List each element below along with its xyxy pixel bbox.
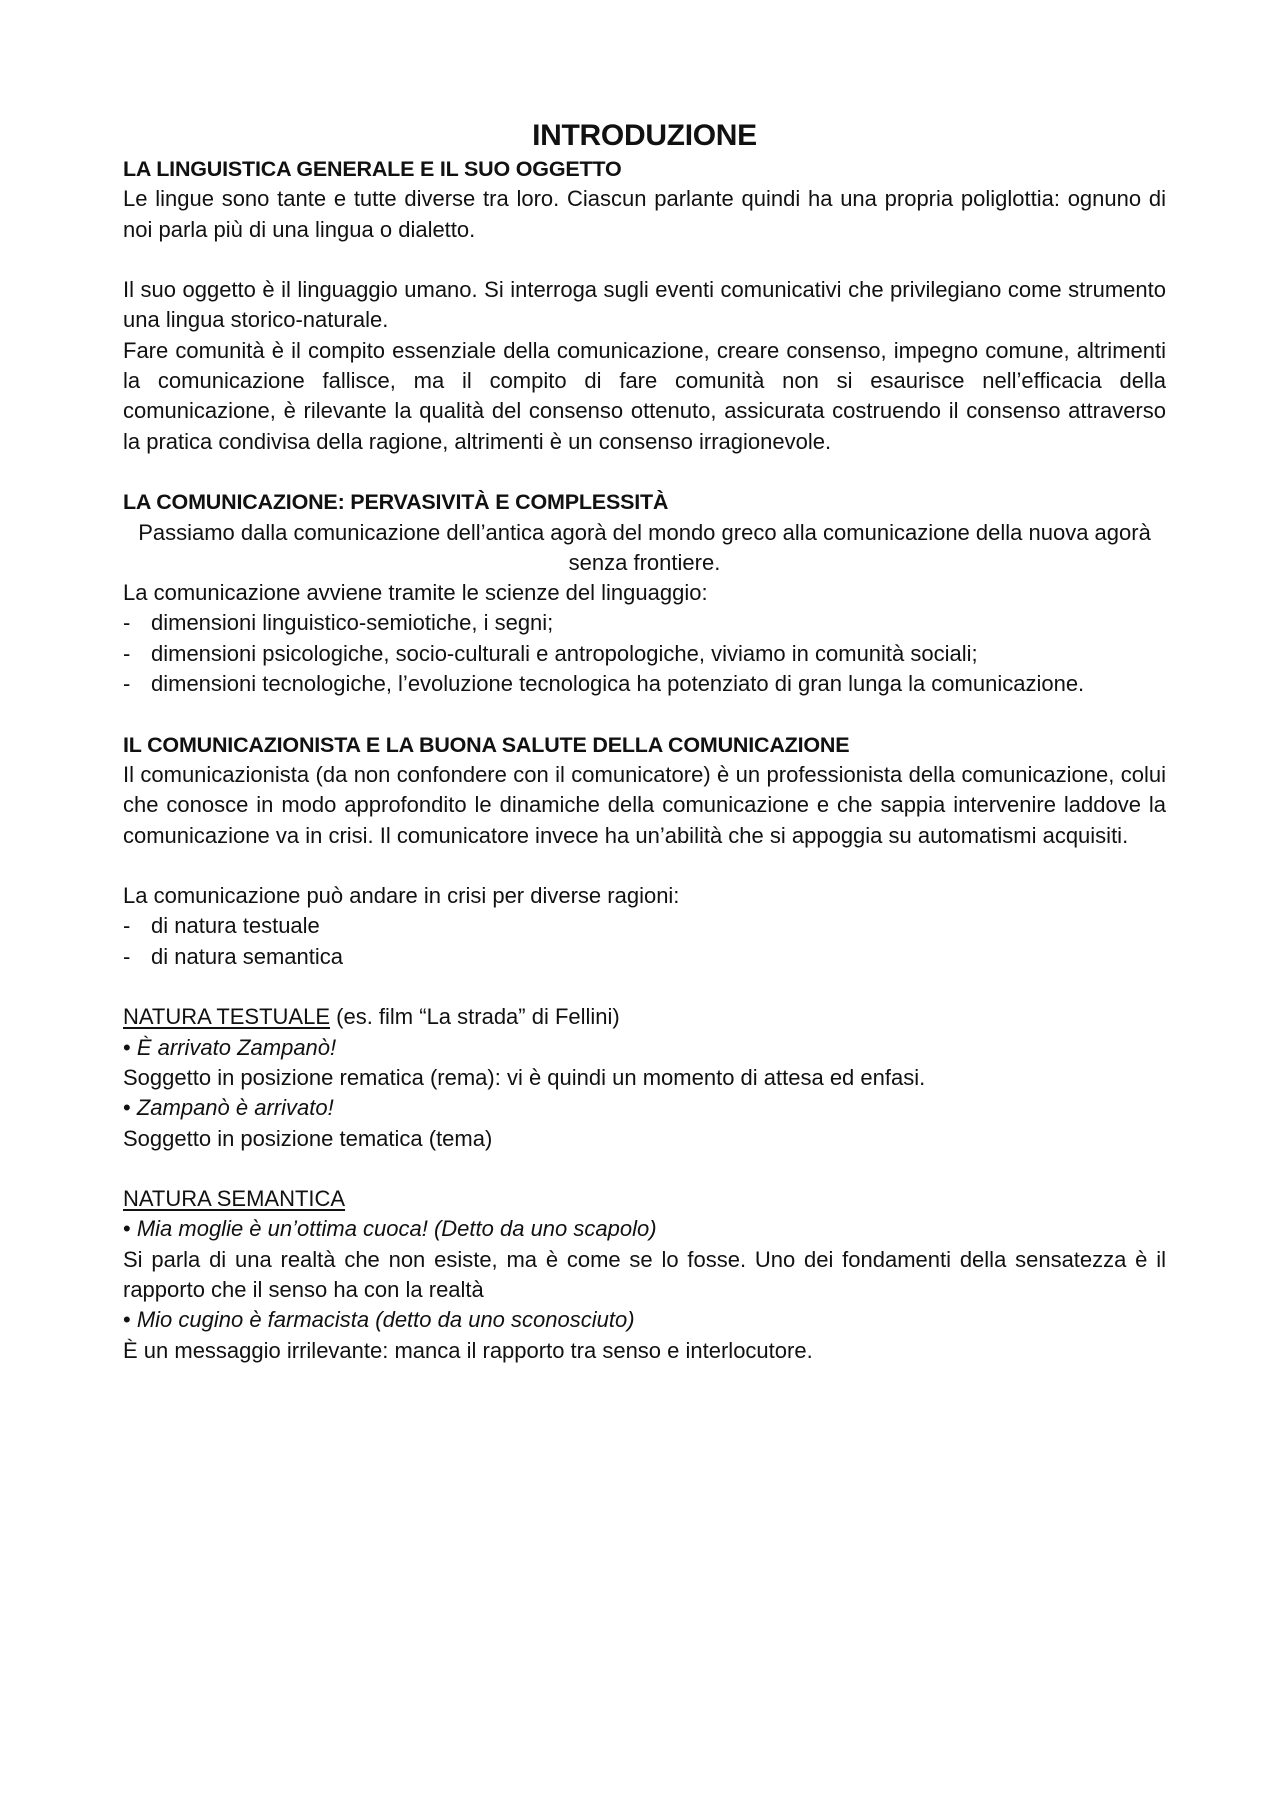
example [123, 1093, 1166, 1123]
subsection-label-semantica [123, 1184, 1166, 1214]
page-title: INTRODUZIONE [532, 119, 757, 152]
list-item-text: dimensioni psicologiche, socio-culturali e antropologiche, viviamo in comunità sociali; [151, 640, 978, 666]
dash-marker: - [123, 610, 131, 636]
example-text: Mio cugino è farmacista (detto da uno sconosciuto) [136, 1307, 635, 1333]
example [123, 1305, 1166, 1335]
dash-marker: - [123, 640, 131, 666]
paragraph: Il comunicazionista (da non confondere con il comunicatore) è un professionista della comunicazione, colui che conosce in modo approfondito le dinamiche della comunicazione e che sappia intervenire laddove la comunicazione va in crisi. Il comunicatore invece ha un’abilità che si appoggia su automatismi acquisiti. [123, 761, 1166, 848]
example [123, 1214, 1166, 1244]
list-item [123, 669, 1166, 699]
paragraph: Il suo oggetto è il linguaggio umano. Si interroga sugli eventi comunicativi che privilegiano come strumento una lingua storico-naturale. [123, 277, 1166, 333]
document-page [123, 118, 1166, 1366]
dash-marker: - [123, 913, 131, 939]
bullet-marker: • [123, 1095, 131, 1121]
list-item-text: di natura semantica [151, 943, 343, 969]
section-heading-linguistica: LA LINGUISTICA GENERALE E IL SUO OGGETTO [123, 157, 622, 181]
dash-marker: - [123, 671, 131, 697]
list-item-text: dimensioni linguistico-semiotiche, i segni; [151, 610, 554, 636]
example-note: Soggetto in posizione rematica (rema): vi è quindi un momento di attesa ed enfasi. [123, 1064, 926, 1090]
example-text: Zampanò è arrivato! [136, 1095, 334, 1121]
list-item [123, 639, 1166, 669]
underlined-label: NATURA TESTUALE [123, 1004, 331, 1030]
paragraph: La comunicazione avviene tramite le scienze del linguaggio: [123, 580, 708, 606]
bullet-marker: • [123, 1034, 131, 1060]
example [123, 1033, 1166, 1063]
list-item [123, 942, 1166, 972]
paragraph: Le lingue sono tante e tutte diverse tra loro. Ciascun parlante quindi ha una propria poliglottia: ognuno di noi parla più di una lingua o dialetto. [123, 186, 1166, 242]
list-item [123, 608, 1166, 638]
paragraph: Fare comunità è il compito essenziale della comunicazione, creare consenso, impegno comune, altrimenti la comunicazione fallisce, ma il compito di fare comunità non si esaurisce nell’efficacia della comunicazione, è rilevante la qualità del consenso ottenuto, assicurata costruendo il consenso attraverso la pratica condivisa della ragione, altrimenti è un consenso irragionevole. [123, 337, 1166, 454]
underlined-label: NATURA SEMANTICA [123, 1186, 346, 1212]
list-item-text: di natura testuale [151, 913, 320, 939]
centered-quote: Passiamo dalla comunicazione dell’antica agorà del mondo greco alla comunicazione della nuova agorà senza frontiere. [138, 519, 1151, 575]
dash-marker: - [123, 943, 131, 969]
example-note: È un messaggio irrilevante: manca il rapporto tra senso e interlocutore. [123, 1337, 813, 1363]
bullet-marker: • [123, 1216, 131, 1242]
bullet-marker: • [123, 1307, 131, 1333]
example-note: Soggetto in posizione tematica (tema) [123, 1125, 493, 1151]
subsection-label-testuale [123, 1002, 1166, 1032]
section-heading-comunicazione: LA COMUNICAZIONE: PERVASIVITÀ E COMPLESSITÀ [123, 490, 669, 515]
list-item-text: dimensioni tecnologiche, l’evoluzione tecnologica ha potenziato di gran lunga la comunicazione. [151, 671, 1085, 697]
example-note: Si parla di una realtà che non esiste, ma è come se lo fosse. Uno dei fondamenti della sensatezza è il rapporto che il senso ha con la realtà [123, 1246, 1166, 1302]
paragraph: La comunicazione può andare in crisi per diverse ragioni: [123, 883, 680, 909]
example-text: Mia moglie è un’ottima cuoca! (Detto da uno scapolo) [136, 1216, 657, 1242]
label-note: (es. film “La strada” di Fellini) [330, 1004, 620, 1030]
list-item [123, 911, 1166, 941]
example-text: È arrivato Zampanò! [136, 1034, 337, 1060]
section-heading-comunicazionista: IL COMUNICAZIONISTA E LA BUONA SALUTE DELLA COMUNICAZIONE [123, 732, 850, 757]
